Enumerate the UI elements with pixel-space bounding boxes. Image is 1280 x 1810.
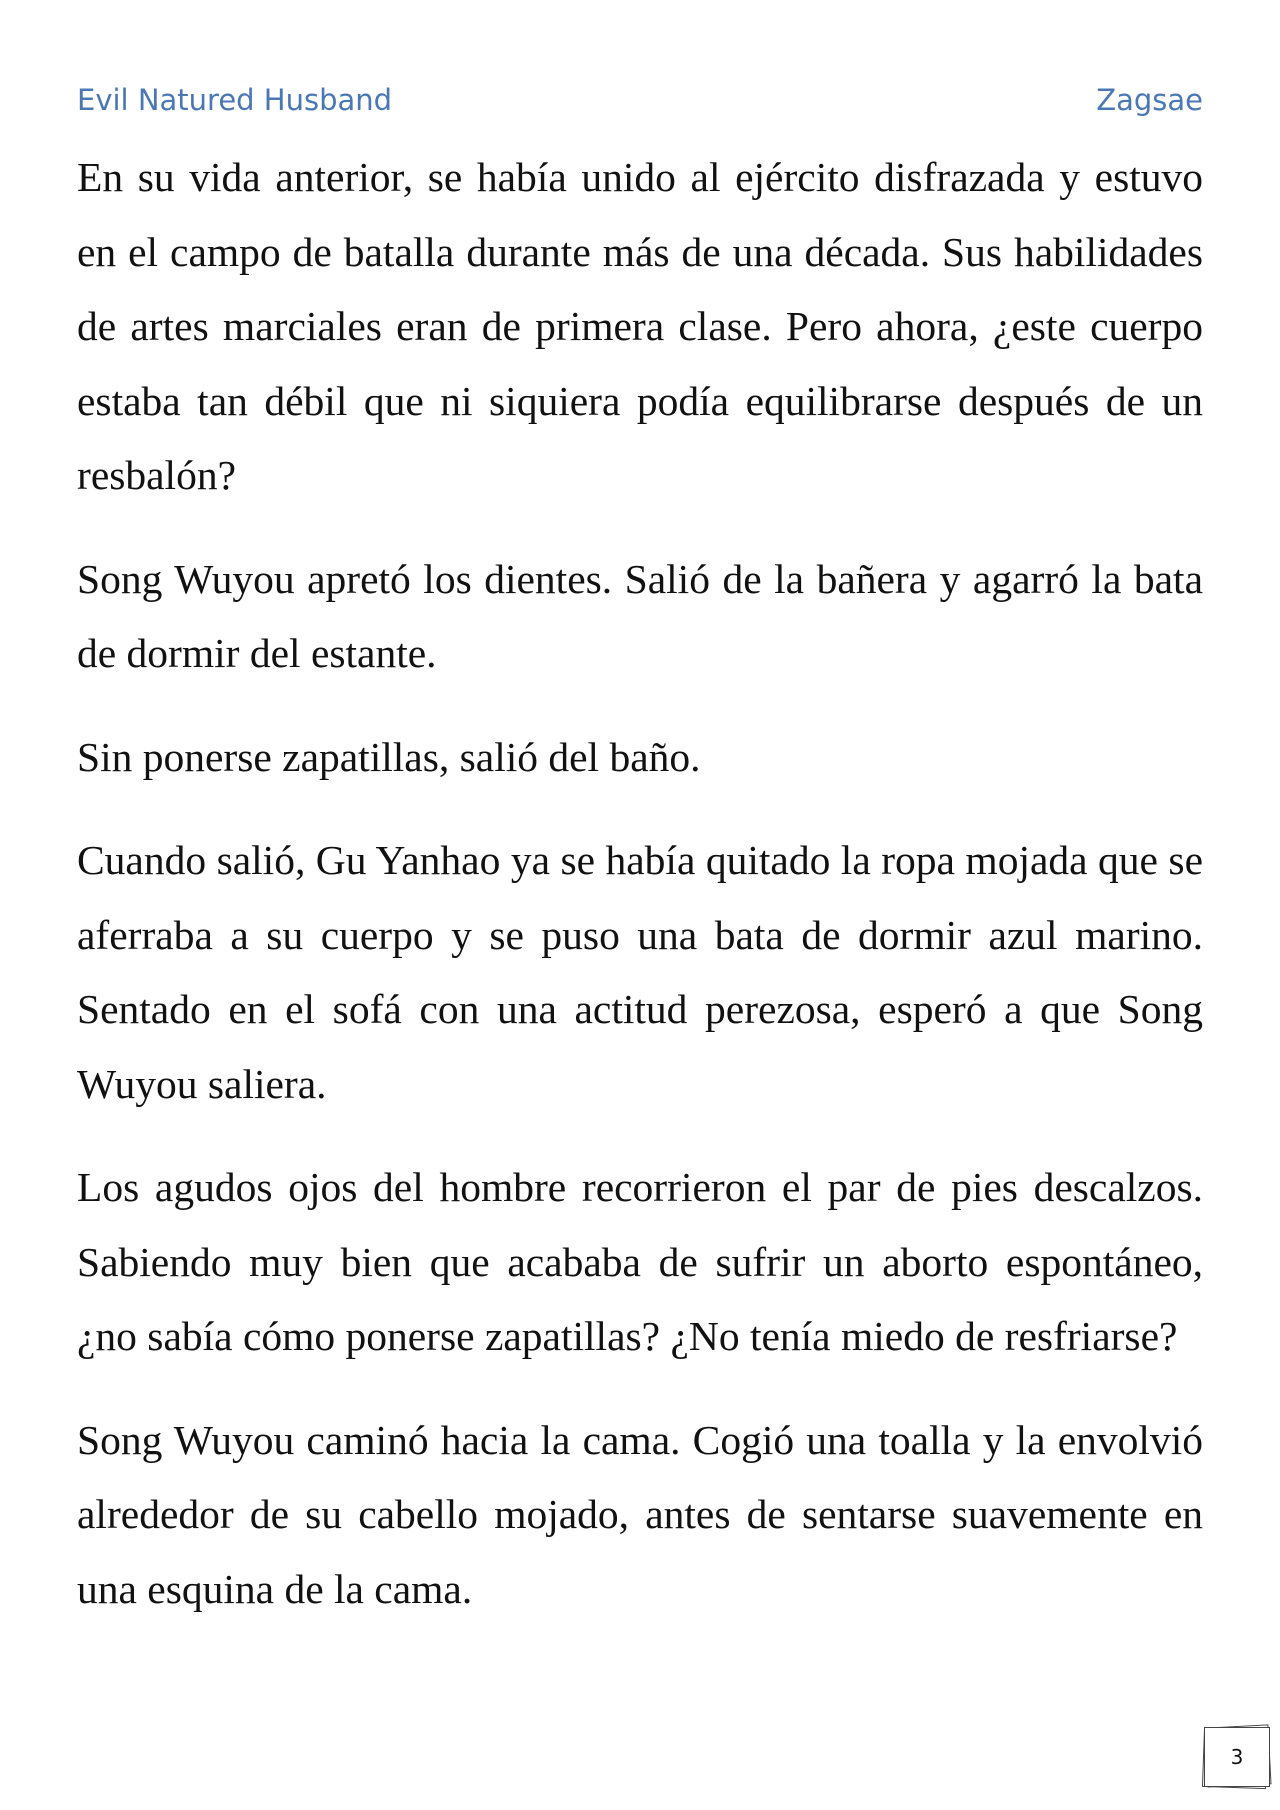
paragraph: Los agudos ojos del hombre recorrieron el par de pies descalzos. Sabiendo muy bien que acababa de sufrir un aborto espontáneo, ¿no sabía cómo ponerse zapatillas? ¿No tenía miedo de resfriarse? (77, 1164, 1203, 1359)
paragraph: Cuando salió, Gu Yanhao ya se había quitado la ropa mojada que se aferraba a su cuerpo y se puso una bata de dormir azul marino. Sentado en el sofá con una actitud perezosa, esperó a que Song Wuyou saliera. (77, 837, 1203, 1107)
paragraph: Song Wuyou caminó hacia la cama. Cogió una toalla y la envolvió alrededor de su cabello mojado, antes de sentarse suavemente en una esquina de la cama. (77, 1416, 1203, 1612)
header-book-title: Evil Natured Husband (77, 83, 393, 117)
page-header (77, 78, 1203, 122)
paragraph: En su vida anterior, se había unido al ejército disfrazada y estuvo en el campo de batalla durante más de una década. Sus habilidades de artes marciales eran de primera clase. Pero ahora, ¿este cuerpo estaba tan débil que ni siquiera podía equilibrarse después de un resbalón? (77, 154, 1203, 498)
header-author: Zagsae (1096, 83, 1203, 117)
page-number-badge (1200, 1724, 1274, 1788)
paragraph: Song Wuyou apretó los dientes. Salió de la bañera y agarró la bata de dormir del estante. (77, 555, 1203, 676)
paragraph: Sin ponerse zapatillas, salió del baño. (77, 733, 701, 780)
body-text (77, 140, 1203, 1655)
page-number: 3 (1204, 1727, 1270, 1787)
